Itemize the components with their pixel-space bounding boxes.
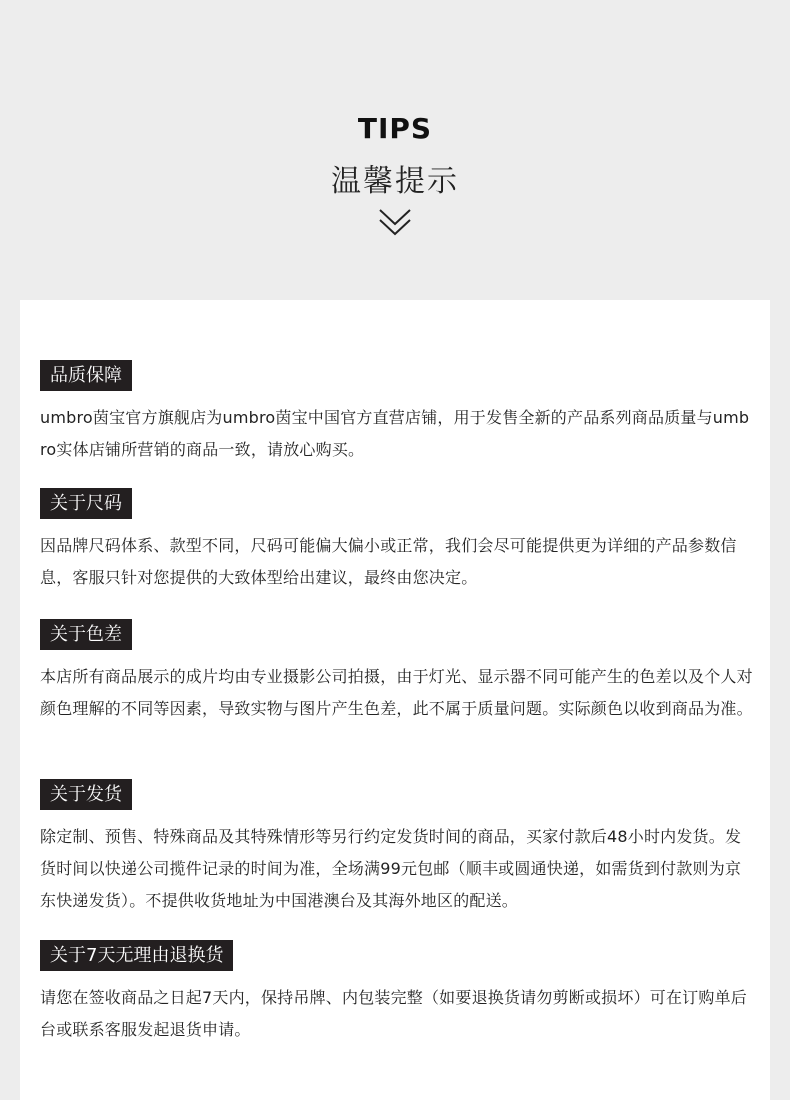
section-label: 关于尺码 [40, 488, 132, 519]
section-label: 关于发货 [40, 779, 132, 810]
section-text: 请您在签收商品之日起7天内，保持吊牌、内包装完整（如要退换货请勿剪断或损坏）可在订购单后台或联系客服发起退货申请。 [40, 988, 747, 1039]
section-text: 除定制、预售、特殊商品及其特殊情形等另行约定发货时间的商品，买家付款后48小时内发货。发货时间以快递公司揽件记录的时间为准，全场满99元包邮（顺丰或圆通快递，如需货到付款则为京东快递发货）。不提供收货地址为中国港澳台及其海外地区的配送。 [40, 827, 742, 910]
section-label: 品质保障 [40, 360, 132, 391]
section-text: 本店所有商品展示的成片均由专业摄影公司拍摄，由于灯光、显示器不同可能产生的色差以及个人对颜色理解的不同等因素，导致实物与图片产生色差，此不属于质量问题。实际颜色以收到商品为准。 [40, 667, 753, 718]
section-returns [40, 940, 756, 1046]
section-shipping [40, 779, 756, 917]
section-size [40, 488, 756, 594]
notice-card [20, 300, 770, 1100]
section-text: 因品牌尺码体系、款型不同，尺码可能偏大偏小或正常，我们会尽可能提供更为详细的产品参数信息，客服只针对您提供的大致体型给出建议，最终由您决定。 [40, 536, 737, 587]
section-text: umbro茵宝官方旗舰店为umbro茵宝中国官方直营店铺，用于发售全新的产品系列商品质量与umbro实体店铺所营销的商品一致，请放心购买。 [40, 408, 750, 459]
section-quality [40, 360, 756, 466]
double-chevron-down-icon [378, 206, 412, 238]
section-label: 关于7天无理由退换货 [40, 940, 233, 971]
section-color-difference [40, 619, 756, 725]
tips-title-cn: 温馨提示 [331, 164, 459, 199]
tips-header [0, 0, 790, 300]
tips-title-en: TIPS [357, 112, 433, 145]
section-label: 关于色差 [40, 619, 132, 650]
